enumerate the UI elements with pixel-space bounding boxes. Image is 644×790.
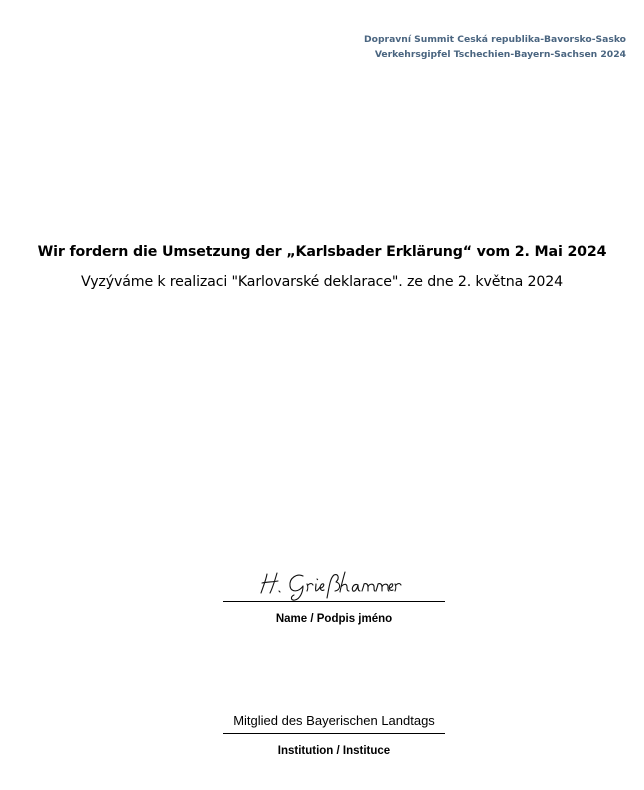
institution-value: Mitglied des Bayerischen Landtags <box>233 713 435 728</box>
signature-line <box>223 601 445 602</box>
institution-caption: Institution / Instituce <box>277 745 391 757</box>
declaration-title-czech: Vyzýváme k realizaci "Karlovarské deklarace". ze dne 2. května 2024 <box>81 274 563 290</box>
document-header <box>206 32 626 62</box>
header-line-czech: Dopravní Summit Ceská republika-Bavorsko-Sasko <box>364 34 626 45</box>
declaration-title-german: Wir fordern die Umsetzung der „Karlsbader Erklärung“ vom 2. Mai 2024 <box>37 244 607 260</box>
signature-caption: Name / Podpis jméno <box>275 613 393 625</box>
handwritten-signature <box>223 566 445 606</box>
header-line-german: Verkehrsgipfel Tschechien-Bayern-Sachsen 2024 <box>374 49 626 60</box>
institution-line <box>223 733 445 734</box>
